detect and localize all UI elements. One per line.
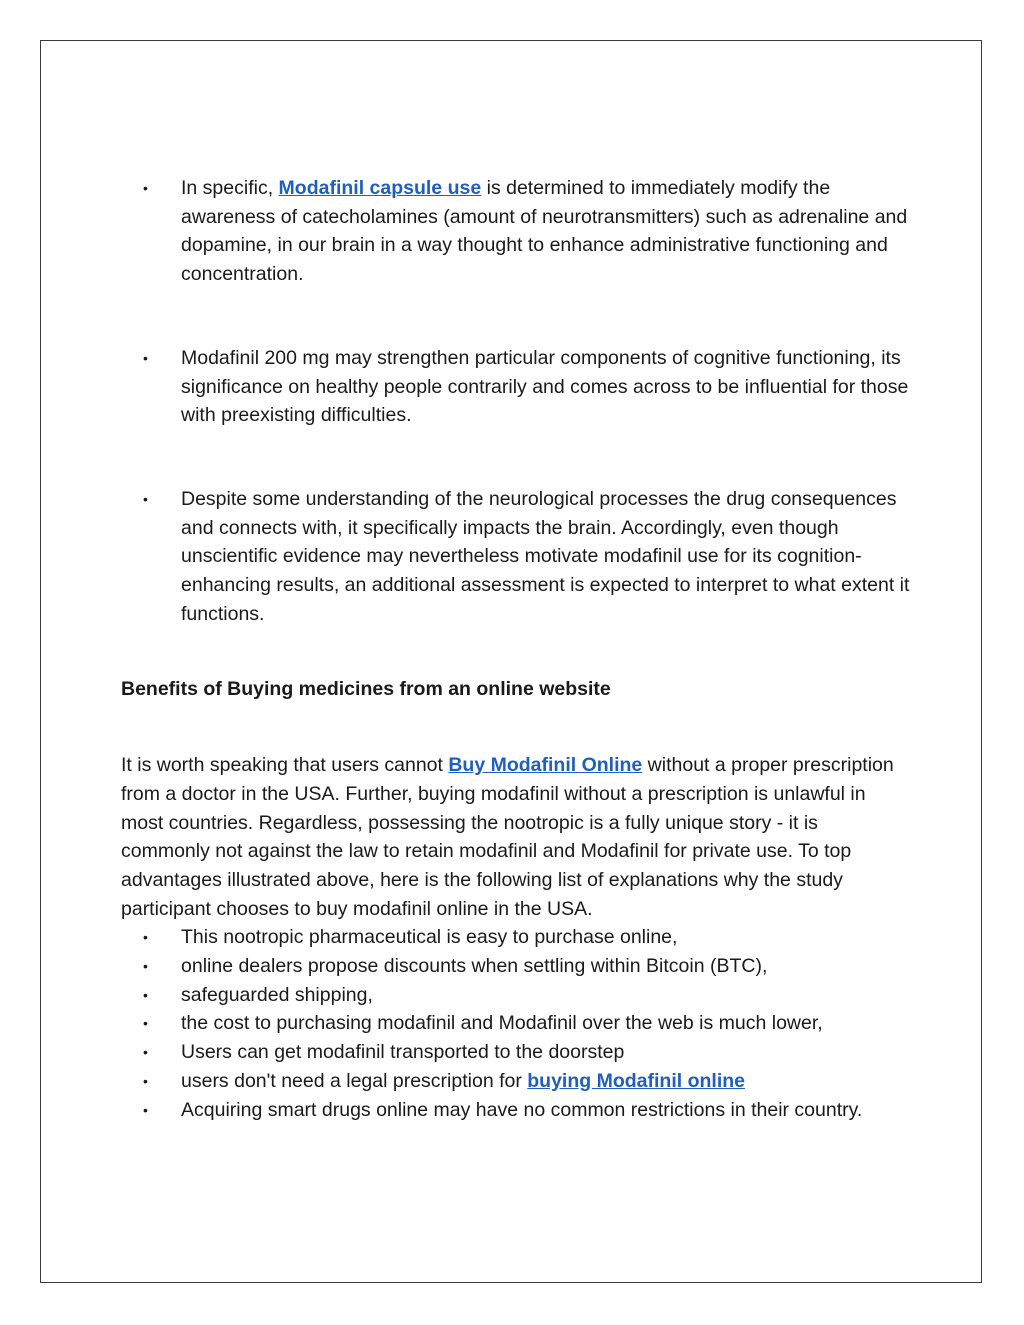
modafinil-capsule-use-link[interactable]: Modafinil capsule use xyxy=(278,177,482,199)
list-item-text: Modafinil 200 mg may strengthen particular components of cognitive functioning, its significance on healthy people contrarily and comes across to be influential for those with preexisting difficulties. xyxy=(181,346,909,427)
list-item-text: Acquiring smart drugs online may have no common restrictions in their country. xyxy=(181,1098,863,1121)
intro-bullet-list xyxy=(121,174,911,628)
list-item-text: safeguarded shipping, xyxy=(181,983,373,1006)
list-item-text: online dealers propose discounts when settling within Bitcoin (BTC), xyxy=(181,955,768,978)
bullet-icon: • xyxy=(143,349,148,366)
paragraph-text: It is worth speaking that users cannot xyxy=(121,754,449,777)
bullet-icon: • xyxy=(143,180,148,196)
buying-modafinil-online-link[interactable]: buying Modafinil online xyxy=(527,1069,745,1092)
list-item xyxy=(121,1067,911,1096)
list-item-text: Users can get modafinil transported to the doorstep xyxy=(181,1041,625,1064)
section-heading: Benefits of Buying medicines from an online website xyxy=(121,678,611,701)
bullet-icon: • xyxy=(143,958,148,975)
buy-modafinil-online-link[interactable]: Buy Modafinil Online xyxy=(448,754,643,777)
body-paragraph xyxy=(121,751,911,923)
list-item-text: Despite some understanding of the neurological processes the drug consequences and connects with, it specifically impacts the brain. Accordingly, even though unscientific evidence may nevertheless motivate modafinil use for its cognition-enhancing results, an additional assessment is expected to interpret to what extent it functions. xyxy=(181,487,910,625)
list-item-text: the cost to purchasing modafinil and Modafinil over the web is much lower, xyxy=(181,1012,823,1035)
list-item-text: In specific, xyxy=(181,177,279,199)
list-item xyxy=(121,174,911,289)
bullet-icon: • xyxy=(143,986,148,1003)
benefits-bullet-list xyxy=(121,923,911,1124)
list-item xyxy=(121,485,911,629)
list-item-text: This nootropic pharmaceutical is easy to purchase online, xyxy=(181,926,678,949)
list-item xyxy=(121,1096,911,1125)
bullet-icon: • xyxy=(143,490,148,507)
list-item-text: users don't need a legal prescription for xyxy=(181,1069,528,1092)
bullet-icon: • xyxy=(143,1044,148,1061)
list-item-text: is determined to immediately modify the awareness of catecholamines (amount of neurotransmitters) such as adrenaline and dopamine, in our brain in a way thought to enhance administrative functioning and concentration. xyxy=(181,177,908,286)
bullet-icon: • xyxy=(143,929,148,946)
bullet-icon: • xyxy=(143,1015,148,1032)
document-body xyxy=(121,174,911,1124)
paragraph-text: without a proper prescription from a doctor in the USA. Further, buying modafinil without a prescription is unlawful in most countries. Regardless, possessing the nootropic is a fully unique story - it is commonly not against the law to retain modafinil and Modafinil for private use. To top advantages illustrated above, here is the following list of explanations why the study participant chooses to buy modafinil online in the USA. xyxy=(121,754,894,920)
bullet-icon: • xyxy=(143,1101,148,1118)
list-item xyxy=(121,344,911,430)
list-item xyxy=(121,923,911,952)
list-item xyxy=(121,1038,911,1067)
list-item xyxy=(121,981,911,1010)
list-item xyxy=(121,952,911,981)
bullet-icon: • xyxy=(143,1072,148,1089)
list-item xyxy=(121,1009,911,1038)
